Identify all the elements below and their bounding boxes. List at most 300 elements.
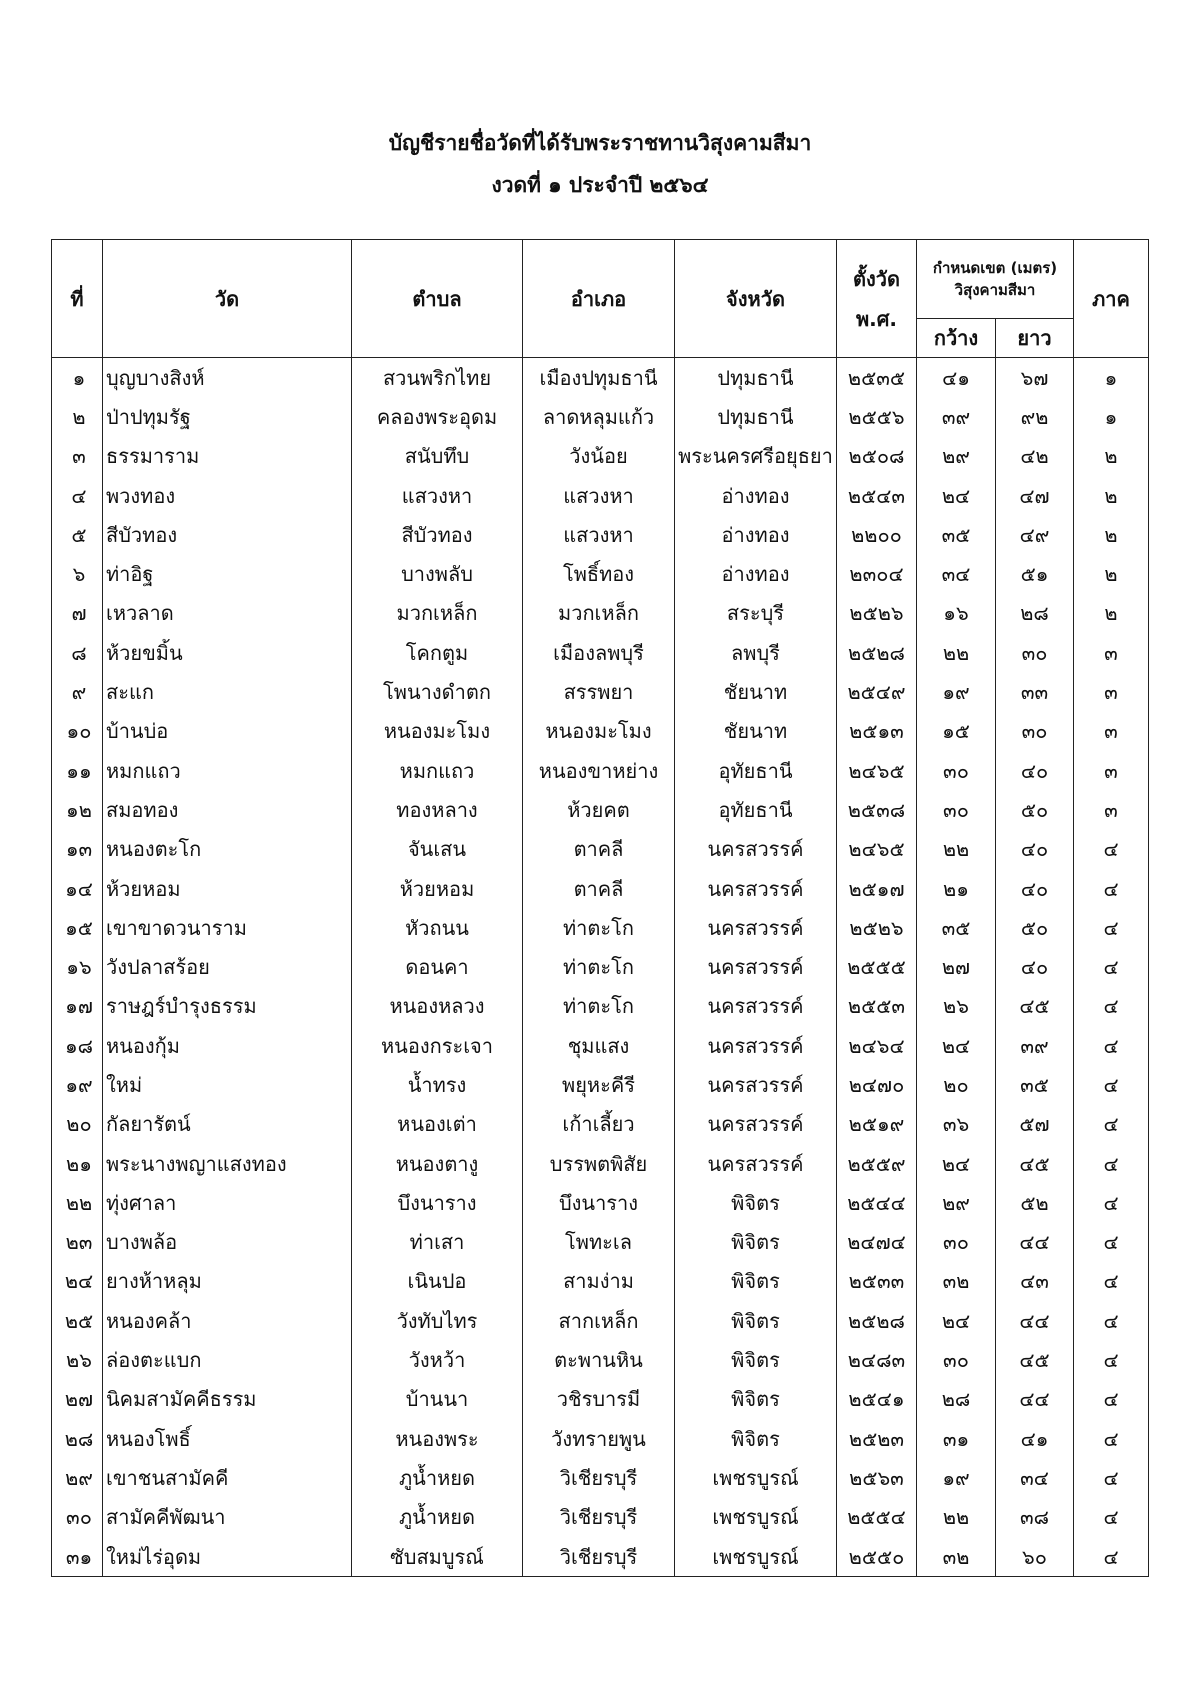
cell-tambon: คลองพระอุดม xyxy=(352,397,523,436)
cell-no: ๒๒ xyxy=(52,1183,103,1222)
cell-length: ๓๕ xyxy=(996,1065,1074,1104)
cell-province: อุทัยธานี xyxy=(675,790,837,829)
cell-year: ๒๕๑๓ xyxy=(837,712,917,751)
cell-region: ๔ xyxy=(1074,1223,1149,1262)
cell-tambon: ดอนคา xyxy=(352,947,523,986)
cell-wat: ล่องตะแบก xyxy=(103,1340,352,1379)
header-tambon: ตำบล xyxy=(352,240,523,358)
cell-length: ๔๒ xyxy=(996,437,1074,476)
cell-province: ลพบุรี xyxy=(675,633,837,672)
cell-amphoe: ลาดหลุมแก้ว xyxy=(523,397,675,436)
cell-year: ๒๕๕๓ xyxy=(837,987,917,1026)
cell-region: ๒ xyxy=(1074,554,1149,593)
cell-province: ชัยนาท xyxy=(675,712,837,751)
cell-province: นครสวรรค์ xyxy=(675,1026,837,1065)
cell-width: ๑๙ xyxy=(917,1458,996,1497)
cell-year: ๒๕๑๙ xyxy=(837,1105,917,1144)
cell-width: ๒๒ xyxy=(917,1498,996,1537)
cell-no: ๑๘ xyxy=(52,1026,103,1065)
cell-width: ๓๒ xyxy=(917,1537,996,1577)
cell-region: ๒ xyxy=(1074,476,1149,515)
cell-tambon: เนินปอ xyxy=(352,1262,523,1301)
cell-amphoe: วังน้อย xyxy=(523,437,675,476)
cell-length: ๓๘ xyxy=(996,1498,1074,1537)
cell-wat: ป่าปทุมรัฐ xyxy=(103,397,352,436)
cell-province: อ่างทอง xyxy=(675,515,837,554)
cell-region: ๔ xyxy=(1074,1419,1149,1458)
cell-width: ๑๕ xyxy=(917,712,996,751)
table-row xyxy=(52,1183,1149,1222)
header-founded-line2: พ.ศ. xyxy=(855,306,898,331)
cell-wat: ธรรมาราม xyxy=(103,437,352,476)
cell-length: ๔๓ xyxy=(996,1262,1074,1301)
cell-length: ๔๕ xyxy=(996,1340,1074,1379)
cell-tambon: บางพลับ xyxy=(352,554,523,593)
cell-amphoe: เมืองลพบุรี xyxy=(523,633,675,672)
cell-amphoe: หนองขาหย่าง xyxy=(523,751,675,790)
cell-wat: ยางห้าหลุม xyxy=(103,1262,352,1301)
table-row xyxy=(52,358,1149,398)
cell-wat: บุญบางสิงห์ xyxy=(103,358,352,398)
cell-tambon: หนองกระเจา xyxy=(352,1026,523,1065)
cell-tambon: วังทับไทร xyxy=(352,1301,523,1340)
cell-region: ๒ xyxy=(1074,437,1149,476)
cell-amphoe: สรรพยา xyxy=(523,672,675,711)
cell-length: ๔๔ xyxy=(996,1301,1074,1340)
cell-width: ๓๖ xyxy=(917,1105,996,1144)
table-row xyxy=(52,1065,1149,1104)
document-subtitle: งวดที่ ๑ ประจำปี ๒๕๖๔ xyxy=(491,173,709,197)
cell-region: ๑ xyxy=(1074,358,1149,398)
cell-no: ๑๔ xyxy=(52,869,103,908)
cell-year: ๒๕๒๓ xyxy=(837,1419,917,1458)
cell-tambon: หนองหลวง xyxy=(352,987,523,1026)
cell-amphoe: ท่าตะโก xyxy=(523,987,675,1026)
cell-year: ๒๕๐๘ xyxy=(837,437,917,476)
table-row xyxy=(52,1105,1149,1144)
cell-width: ๓๐ xyxy=(917,1223,996,1262)
cell-year: ๒๕๔๑ xyxy=(837,1380,917,1419)
cell-province: พิจิตร xyxy=(675,1183,837,1222)
cell-province: สระบุรี xyxy=(675,594,837,633)
cell-length: ๔๕ xyxy=(996,987,1074,1026)
cell-year: ๒๕๒๘ xyxy=(837,1301,917,1340)
cell-tambon: จันเสน xyxy=(352,830,523,869)
cell-no: ๗ xyxy=(52,594,103,633)
cell-wat: ทุ่งศาลา xyxy=(103,1183,352,1222)
cell-no: ๒ xyxy=(52,397,103,436)
header-founded xyxy=(837,240,917,358)
cell-province: นครสวรรค์ xyxy=(675,1065,837,1104)
cell-no: ๙ xyxy=(52,672,103,711)
cell-no: ๔ xyxy=(52,476,103,515)
cell-tambon: แสวงหา xyxy=(352,476,523,515)
cell-region: ๒ xyxy=(1074,515,1149,554)
cell-province: ปทุมธานี xyxy=(675,397,837,436)
cell-wat: บ้านบ่อ xyxy=(103,712,352,751)
cell-region: ๔ xyxy=(1074,1183,1149,1222)
cell-no: ๑ xyxy=(52,358,103,398)
cell-length: ๕๗ xyxy=(996,1105,1074,1144)
cell-width: ๓๕ xyxy=(917,515,996,554)
header-region: ภาค xyxy=(1074,240,1149,358)
cell-no: ๓๑ xyxy=(52,1537,103,1577)
cell-no: ๒๙ xyxy=(52,1458,103,1497)
cell-province: พิจิตร xyxy=(675,1262,837,1301)
cell-amphoe: เมืองปทุมธานี xyxy=(523,358,675,398)
table-row xyxy=(52,1498,1149,1537)
cell-tambon: ภูน้ำหยด xyxy=(352,1498,523,1537)
cell-tambon: หนองมะโมง xyxy=(352,712,523,751)
cell-width: ๓๒ xyxy=(917,1262,996,1301)
cell-length: ๔๐ xyxy=(996,830,1074,869)
cell-width: ๒๔ xyxy=(917,1144,996,1183)
cell-width: ๒๒ xyxy=(917,830,996,869)
cell-amphoe: แสวงหา xyxy=(523,476,675,515)
cell-width: ๒๗ xyxy=(917,947,996,986)
cell-region: ๔ xyxy=(1074,947,1149,986)
cell-length: ๙๒ xyxy=(996,397,1074,436)
cell-region: ๔ xyxy=(1074,1380,1149,1419)
cell-amphoe: ตะพานหิน xyxy=(523,1340,675,1379)
cell-wat: หนองโพธิ์ xyxy=(103,1419,352,1458)
cell-amphoe: วังทรายพูน xyxy=(523,1419,675,1458)
cell-province: นครสวรรค์ xyxy=(675,830,837,869)
cell-year: ๒๕๕๐ xyxy=(837,1537,917,1577)
cell-province: นครสวรรค์ xyxy=(675,947,837,986)
cell-tambon: มวกเหล็ก xyxy=(352,594,523,633)
table-row xyxy=(52,1380,1149,1419)
cell-tambon: ห้วยหอม xyxy=(352,869,523,908)
table-row xyxy=(52,751,1149,790)
cell-wat: ใหม่ไร่อุดม xyxy=(103,1537,352,1577)
cell-amphoe: ตาคลี xyxy=(523,869,675,908)
cell-province: ชัยนาท xyxy=(675,672,837,711)
cell-width: ๒๙ xyxy=(917,437,996,476)
cell-length: ๔๔ xyxy=(996,1380,1074,1419)
cell-amphoe: บึงนาราง xyxy=(523,1183,675,1222)
cell-province: อ่างทอง xyxy=(675,476,837,515)
cell-no: ๑๓ xyxy=(52,830,103,869)
cell-tambon: วังหว้า xyxy=(352,1340,523,1379)
cell-wat: เขาชนสามัคคี xyxy=(103,1458,352,1497)
table-row xyxy=(52,947,1149,986)
cell-wat: เหวลาด xyxy=(103,594,352,633)
cell-width: ๑๙ xyxy=(917,672,996,711)
cell-tambon: ซับสมบูรณ์ xyxy=(352,1537,523,1577)
cell-year: ๒๕๕๙ xyxy=(837,1144,917,1183)
cell-region: ๓ xyxy=(1074,712,1149,751)
table-row xyxy=(52,633,1149,672)
cell-wat: สามัคคีพัฒนา xyxy=(103,1498,352,1537)
cell-year: ๒๕๑๗ xyxy=(837,869,917,908)
cell-wat: กัลยารัตน์ xyxy=(103,1105,352,1144)
table-row xyxy=(52,1537,1149,1577)
header-amphoe: อำเภอ xyxy=(523,240,675,358)
cell-wat: วังปลาสร้อย xyxy=(103,947,352,986)
cell-region: ๔ xyxy=(1074,1065,1149,1104)
cell-wat: บางพล้อ xyxy=(103,1223,352,1262)
cell-width: ๓๑ xyxy=(917,1419,996,1458)
cell-tambon: สวนพริกไทย xyxy=(352,358,523,398)
cell-amphoe: เก้าเลี้ยว xyxy=(523,1105,675,1144)
cell-no: ๒๐ xyxy=(52,1105,103,1144)
cell-year: ๒๓๐๔ xyxy=(837,554,917,593)
cell-province: เพชรบูรณ์ xyxy=(675,1498,837,1537)
cell-wat: ใหม่ xyxy=(103,1065,352,1104)
cell-no: ๒๑ xyxy=(52,1144,103,1183)
cell-length: ๔๔ xyxy=(996,1223,1074,1262)
cell-no: ๑๙ xyxy=(52,1065,103,1104)
cell-amphoe: สากเหล็ก xyxy=(523,1301,675,1340)
cell-width: ๒๔ xyxy=(917,476,996,515)
cell-year: ๒๕๒๖ xyxy=(837,908,917,947)
cell-width: ๓๙ xyxy=(917,397,996,436)
table-row xyxy=(52,437,1149,476)
cell-tambon: บึงนาราง xyxy=(352,1183,523,1222)
cell-region: ๔ xyxy=(1074,869,1149,908)
cell-no: ๒๔ xyxy=(52,1262,103,1301)
cell-no: ๑๕ xyxy=(52,908,103,947)
cell-width: ๒๔ xyxy=(917,1301,996,1340)
cell-year: ๒๕๕๖ xyxy=(837,397,917,436)
cell-year: ๒๕๔๔ xyxy=(837,1183,917,1222)
cell-no: ๕ xyxy=(52,515,103,554)
cell-no: ๑๒ xyxy=(52,790,103,829)
cell-amphoe: มวกเหล็ก xyxy=(523,594,675,633)
cell-region: ๔ xyxy=(1074,1340,1149,1379)
cell-year: ๒๕๓๓ xyxy=(837,1262,917,1301)
cell-length: ๓๐ xyxy=(996,712,1074,751)
cell-year: ๒๕๒๖ xyxy=(837,594,917,633)
cell-year: ๒๕๕๕ xyxy=(837,947,917,986)
cell-length: ๒๘ xyxy=(996,594,1074,633)
cell-year: ๒๕๔๓ xyxy=(837,476,917,515)
cell-length: ๔๐ xyxy=(996,751,1074,790)
cell-province: นครสวรรค์ xyxy=(675,1144,837,1183)
cell-no: ๓๐ xyxy=(52,1498,103,1537)
cell-year: ๒๔๖๕ xyxy=(837,751,917,790)
header-wat: วัด xyxy=(103,240,352,358)
cell-region: ๑ xyxy=(1074,397,1149,436)
cell-no: ๑๑ xyxy=(52,751,103,790)
cell-no: ๘ xyxy=(52,633,103,672)
cell-tambon: บ้านนา xyxy=(352,1380,523,1419)
cell-length: ๔๐ xyxy=(996,947,1074,986)
cell-year: ๒๕๕๔ xyxy=(837,1498,917,1537)
cell-year: ๒๔๗๐ xyxy=(837,1065,917,1104)
cell-wat: สะแก xyxy=(103,672,352,711)
cell-province: นครสวรรค์ xyxy=(675,908,837,947)
cell-wat: ห้วยขมิ้น xyxy=(103,633,352,672)
cell-amphoe: ชุมแสง xyxy=(523,1026,675,1065)
cell-amphoe: วิเชียรบุรี xyxy=(523,1537,675,1577)
table-row xyxy=(52,594,1149,633)
table-row xyxy=(52,397,1149,436)
cell-wat: เขาขาดวนาราม xyxy=(103,908,352,947)
cell-tambon: หนองเต่า xyxy=(352,1105,523,1144)
cell-region: ๔ xyxy=(1074,1026,1149,1065)
cell-width: ๑๖ xyxy=(917,594,996,633)
cell-tambon: โคกตูม xyxy=(352,633,523,672)
table-row xyxy=(52,869,1149,908)
header-boundary xyxy=(917,240,1074,319)
cell-no: ๒๗ xyxy=(52,1380,103,1419)
cell-amphoe: วชิรบารมี xyxy=(523,1380,675,1419)
cell-wat: หนองกุ้ม xyxy=(103,1026,352,1065)
table-row xyxy=(52,1026,1149,1065)
cell-width: ๓๔ xyxy=(917,554,996,593)
cell-region: ๔ xyxy=(1074,1301,1149,1340)
cell-width: ๒๑ xyxy=(917,869,996,908)
cell-wat: ห้วยหอม xyxy=(103,869,352,908)
cell-tambon: หนองพระ xyxy=(352,1419,523,1458)
cell-province: อ่างทอง xyxy=(675,554,837,593)
cell-tambon: ทองหลาง xyxy=(352,790,523,829)
cell-length: ๔๕ xyxy=(996,1144,1074,1183)
cell-tambon: หมกแถว xyxy=(352,751,523,790)
table-row xyxy=(52,1419,1149,1458)
cell-wat: หนองคล้า xyxy=(103,1301,352,1340)
cell-no: ๒๘ xyxy=(52,1419,103,1458)
cell-width: ๓๐ xyxy=(917,1340,996,1379)
cell-region: ๓ xyxy=(1074,751,1149,790)
cell-amphoe: พยุหะคีรี xyxy=(523,1065,675,1104)
cell-length: ๔๗ xyxy=(996,476,1074,515)
cell-region: ๒ xyxy=(1074,594,1149,633)
cell-region: ๔ xyxy=(1074,1144,1149,1183)
cell-width: ๓๕ xyxy=(917,908,996,947)
cell-no: ๒๕ xyxy=(52,1301,103,1340)
cell-province: พิจิตร xyxy=(675,1301,837,1340)
cell-region: ๔ xyxy=(1074,1498,1149,1537)
cell-province: อุทัยธานี xyxy=(675,751,837,790)
cell-no: ๓ xyxy=(52,437,103,476)
cell-region: ๔ xyxy=(1074,1458,1149,1497)
table-row xyxy=(52,1144,1149,1183)
cell-length: ๓๔ xyxy=(996,1458,1074,1497)
cell-region: ๔ xyxy=(1074,908,1149,947)
cell-amphoe: โพธิ์ทอง xyxy=(523,554,675,593)
cell-wat: สมอทอง xyxy=(103,790,352,829)
cell-length: ๓๓ xyxy=(996,672,1074,711)
cell-year: ๒๕๓๕ xyxy=(837,358,917,398)
cell-no: ๑๖ xyxy=(52,947,103,986)
header-founded-line1: ตั้งวัด xyxy=(853,266,900,291)
cell-width: ๓๐ xyxy=(917,790,996,829)
cell-tambon: หัวถนน xyxy=(352,908,523,947)
cell-length: ๖๗ xyxy=(996,358,1074,398)
document-title: บัญชีรายชื่อวัดที่ได้รับพระราชทานวิสุงคามสีมา xyxy=(388,131,812,155)
cell-length: ๔๙ xyxy=(996,515,1074,554)
cell-province: พิจิตร xyxy=(675,1419,837,1458)
cell-tambon: โพนางดำตก xyxy=(352,672,523,711)
cell-year: ๒๕๒๘ xyxy=(837,633,917,672)
table-row xyxy=(52,1301,1149,1340)
cell-province: ปทุมธานี xyxy=(675,358,837,398)
cell-width: ๒๙ xyxy=(917,1183,996,1222)
cell-wat: ท่าอิฐ xyxy=(103,554,352,593)
cell-width: ๒๐ xyxy=(917,1065,996,1104)
cell-year: ๒๔๘๓ xyxy=(837,1340,917,1379)
cell-province: พิจิตร xyxy=(675,1223,837,1262)
cell-no: ๖ xyxy=(52,554,103,593)
cell-province: เพชรบูรณ์ xyxy=(675,1458,837,1497)
cell-amphoe: บรรพตพิสัย xyxy=(523,1144,675,1183)
cell-length: ๓๙ xyxy=(996,1026,1074,1065)
cell-amphoe: วิเชียรบุรี xyxy=(523,1498,675,1537)
cell-length: ๕๐ xyxy=(996,790,1074,829)
cell-wat: นิคมสามัคคีธรรม xyxy=(103,1380,352,1419)
cell-width: ๔๑ xyxy=(917,358,996,398)
cell-region: ๓ xyxy=(1074,633,1149,672)
cell-province: พิจิตร xyxy=(675,1380,837,1419)
cell-width: ๒๒ xyxy=(917,633,996,672)
cell-length: ๔๑ xyxy=(996,1419,1074,1458)
table-row xyxy=(52,515,1149,554)
cell-tambon: สนับทึบ xyxy=(352,437,523,476)
cell-region: ๔ xyxy=(1074,1105,1149,1144)
cell-length: ๔๐ xyxy=(996,869,1074,908)
cell-year: ๒๕๔๙ xyxy=(837,672,917,711)
table-row xyxy=(52,1262,1149,1301)
cell-amphoe: วิเชียรบุรี xyxy=(523,1458,675,1497)
cell-province: เพชรบูรณ์ xyxy=(675,1537,837,1577)
cell-wat: สีบัวทอง xyxy=(103,515,352,554)
cell-length: ๖๐ xyxy=(996,1537,1074,1577)
cell-amphoe: โพทะเล xyxy=(523,1223,675,1262)
cell-year: ๒๕๓๘ xyxy=(837,790,917,829)
table-row xyxy=(52,1458,1149,1497)
cell-tambon: น้ำทรง xyxy=(352,1065,523,1104)
cell-province: พระนครศรีอยุธยา xyxy=(675,437,837,476)
cell-length: ๓๐ xyxy=(996,633,1074,672)
header-boundary-line1: กำหนดเขต (เมตร) xyxy=(932,259,1058,277)
cell-amphoe: ท่าตะโก xyxy=(523,908,675,947)
header-boundary-line2: วิสุงคามสีมา xyxy=(954,281,1036,299)
cell-wat: พวงทอง xyxy=(103,476,352,515)
cell-province: นครสวรรค์ xyxy=(675,987,837,1026)
cell-year: ๒๔๖๕ xyxy=(837,830,917,869)
cell-province: พิจิตร xyxy=(675,1340,837,1379)
cell-region: ๔ xyxy=(1074,987,1149,1026)
cell-amphoe: ห้วยคต xyxy=(523,790,675,829)
cell-length: ๕๐ xyxy=(996,908,1074,947)
cell-no: ๒๖ xyxy=(52,1340,103,1379)
cell-tambon: ภูน้ำหยด xyxy=(352,1458,523,1497)
cell-no: ๑๗ xyxy=(52,987,103,1026)
cell-no: ๒๓ xyxy=(52,1223,103,1262)
cell-wat: หมกแถว xyxy=(103,751,352,790)
cell-province: นครสวรรค์ xyxy=(675,869,837,908)
header-province: จังหวัด xyxy=(675,240,837,358)
cell-amphoe: แสวงหา xyxy=(523,515,675,554)
cell-region: ๓ xyxy=(1074,672,1149,711)
cell-width: ๓๐ xyxy=(917,751,996,790)
table-row xyxy=(52,987,1149,1026)
cell-tambon: ท่าเสา xyxy=(352,1223,523,1262)
cell-length: ๕๑ xyxy=(996,554,1074,593)
table-row xyxy=(52,790,1149,829)
temple-table xyxy=(51,239,1149,1577)
header-length: ยาว xyxy=(996,319,1074,358)
cell-province: นครสวรรค์ xyxy=(675,1105,837,1144)
table-row xyxy=(52,908,1149,947)
cell-year: ๒๔๖๔ xyxy=(837,1026,917,1065)
cell-region: ๓ xyxy=(1074,790,1149,829)
cell-year: ๒๔๗๔ xyxy=(837,1223,917,1262)
cell-wat: หนองตะโก xyxy=(103,830,352,869)
